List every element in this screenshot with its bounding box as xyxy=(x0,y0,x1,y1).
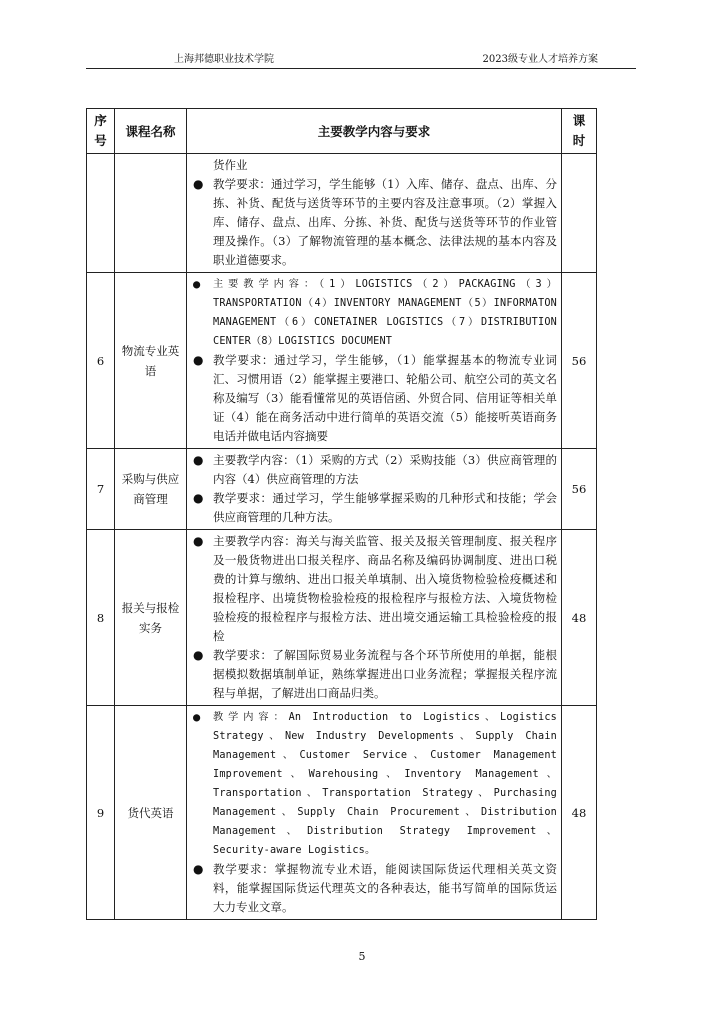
bullet-icon: ● xyxy=(193,453,204,467)
list-item: ● 主要教学内容：（1）LOGISTICS（2）PACKAGING（3）TRANSPORTATION（4）INVENTORY MANAGEMENT（5）INFORMATON MANAGEMENT（6）CONETAINER LOGISTICS（7）DISTRIBUTION CENTER（8）LOGISTICS DOCUMENT xyxy=(193,277,557,347)
bullet-icon: ● xyxy=(193,648,204,662)
course-content xyxy=(187,273,562,449)
list-item: ● 教学要求：了解国际贸易业务流程与各个环节所使用的单据，能根据模拟数据填制单证，熟练掌握进出口业务流程；掌握报关程序流程与单据，了解进出口商品归类。 xyxy=(193,648,557,700)
header-hours: 课 时 xyxy=(562,109,597,154)
list-item: ● 教学内容：An Introduction to Logistics、Logistics Strategy、New Industry Developments、Supply Chain Management、Customer Service、Customer Management Improvement、Warehousing、Inventory Management、Transportation、Transportation Strategy、Purchasing Management、Supply Chain Procurement、Distribution Management、Distribution Strategy Improvement、Security-aware Logistics。 xyxy=(193,710,557,856)
bullet-icon: ● xyxy=(193,862,204,876)
continued-content-cell xyxy=(187,154,562,273)
bullet-icon: ● xyxy=(193,177,204,191)
continued-lead-text: 货作业 xyxy=(213,158,248,172)
course-hours: 48 xyxy=(562,530,597,706)
course-content xyxy=(187,706,562,920)
header-school-name: 上海邦德职业技术学院 xyxy=(174,54,274,65)
course-name: 物流专业英语 xyxy=(115,273,187,449)
course-content xyxy=(187,449,562,530)
bullet-icon: ● xyxy=(193,491,204,505)
header-document-title: 2023级专业人才培养方案 xyxy=(482,54,598,65)
bullet-icon: ● xyxy=(193,353,204,367)
page-number: 5 xyxy=(358,950,366,963)
bullet-icon: ● xyxy=(193,710,201,724)
header-serial-number: 序 号 xyxy=(87,109,115,154)
course-content xyxy=(187,530,562,706)
page-header xyxy=(86,50,636,68)
course-hours: 48 xyxy=(562,706,597,920)
course-name: 报关与报检实务 xyxy=(115,530,187,706)
list-item: ● 教学要求：通过学习，学生能够，（1）能掌握基本的物流专业词汇、习惯用语（2）能掌握主要港口、轮船公司、航空公司的英文名称及编写（3）能看懂常见的英语信函、外贸合同、信用证等相关单证（4）能在商务活动中进行简单的英语交流（5）能接听英语商务电话并做电话内容摘要 xyxy=(193,353,557,443)
bullet-icon: ● xyxy=(193,534,204,548)
list-item: ● 教学要求：通过学习，学生能够（1）入库、储存、盘点、出库、分拣、补货、配货与送货等环节的主要内容及注意事项。（2）掌握入库、储存、盘点、出库、分拣、补货、配货与送货等环节的作业管理及操作。（3）了解物流管理的基本概念、法律法规的基本内容及职业道德要求。 xyxy=(193,177,557,267)
row-number: 9 xyxy=(87,706,115,920)
header-course-name: 课程名称 xyxy=(115,109,187,154)
table-row xyxy=(87,530,597,706)
table-row xyxy=(87,706,597,920)
course-hours: 56 xyxy=(562,449,597,530)
list-item: ● 教学要求：掌握物流专业术语，能阅读国际货运代理相关英文资料，能掌握国际货运代理英文的各种表达，能书写简单的国际货运大力专业文章。 xyxy=(193,862,557,914)
header-content: 主要教学内容与要求 xyxy=(187,109,562,154)
table-header-row xyxy=(87,109,597,154)
row-number: 8 xyxy=(87,530,115,706)
bullet-icon: ● xyxy=(193,277,201,291)
list-item: ● 主要教学内容：海关与海关监管、报关及报关管理制度、报关程序及一般货物进出口报关程序、商品名称及编码协调制度、进出口税费的计算与缴纳、进出口报关单填制、出入境货物检验检疫概述和报检程序、出境货物检验检疫的报检程序与报检方法、入境货物检验检疫的报检程序与报检方法、进出境交通运输工具检验检疫的报检 xyxy=(193,534,557,643)
list-item: ● 教学要求：通过学习，学生能够掌握采购的几种形式和技能；学会供应商管理的几种方法。 xyxy=(193,491,557,524)
list-item: ● 主要教学内容：（1）采购的方式（2）采购技能（3）供应商管理的内容（4）供应商管理的方法 xyxy=(193,453,557,486)
row-number: 6 xyxy=(87,273,115,449)
course-name: 货代英语 xyxy=(115,706,187,920)
course-table xyxy=(86,108,597,920)
course-hours: 56 xyxy=(562,273,597,449)
course-name: 采购与供应商管理 xyxy=(115,449,187,530)
table-row xyxy=(87,449,597,530)
row-number: 7 xyxy=(87,449,115,530)
table-row xyxy=(87,273,597,449)
table-row-continued xyxy=(87,154,597,273)
header-rule xyxy=(86,68,636,69)
